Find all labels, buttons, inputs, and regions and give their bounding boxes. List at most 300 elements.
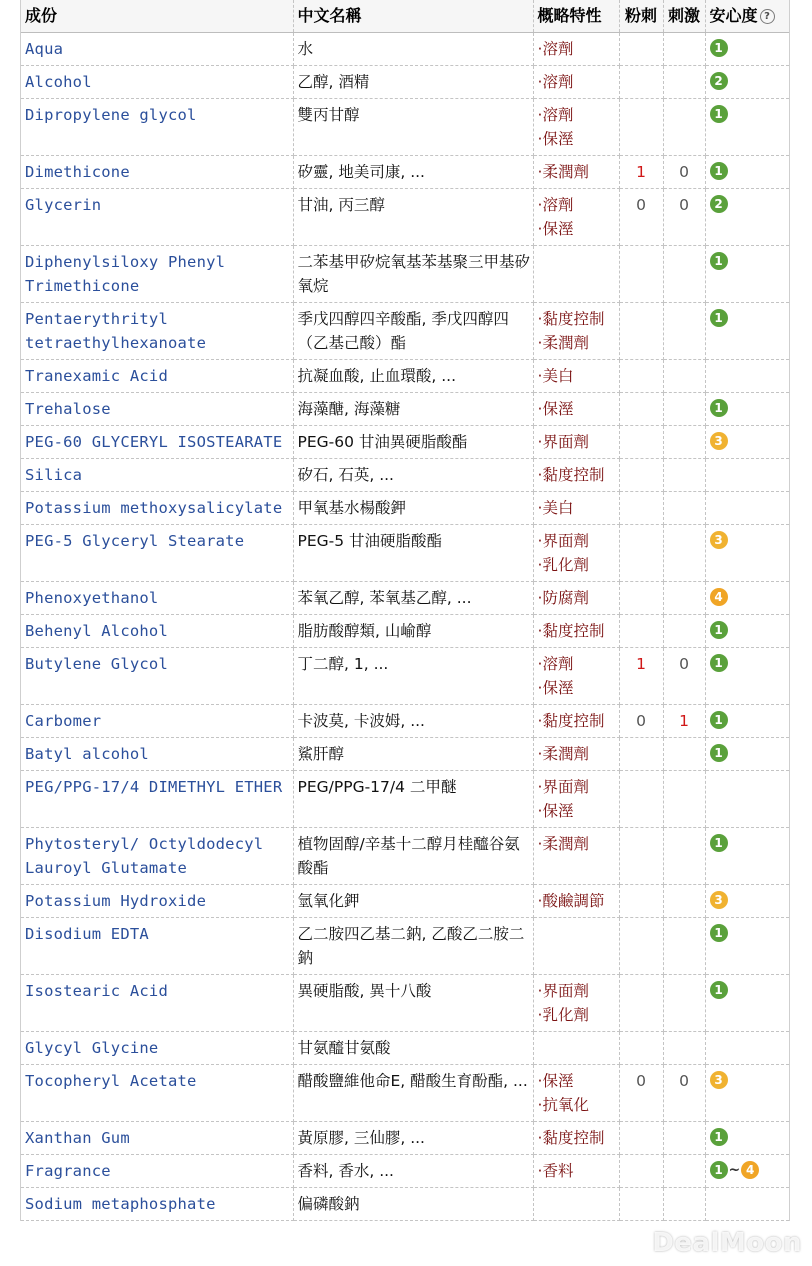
irritant-cell — [663, 426, 705, 459]
safety-badge-icon: 1 — [710, 924, 728, 942]
safety-cell — [705, 156, 789, 189]
function-tag: · 溶劑 — [538, 193, 619, 217]
safety-cell — [705, 426, 789, 459]
ingredient-cell — [21, 705, 293, 738]
acne-cell — [619, 156, 663, 189]
table-row — [21, 99, 789, 156]
ingredient-link[interactable]: PEG/PPG-17/4 DIMETHYL ETHER — [25, 778, 283, 796]
ingredient-cell — [21, 1188, 293, 1221]
ingredient-cell — [21, 1065, 293, 1122]
ingredient-link[interactable]: Sodium metaphosphate — [25, 1195, 216, 1213]
help-icon[interactable]: ? — [760, 9, 775, 24]
table-row — [21, 771, 789, 828]
table-row — [21, 1065, 789, 1122]
irritant-cell — [663, 33, 705, 66]
safety-badge-icon: 1 — [710, 399, 728, 417]
ingredient-link[interactable]: Carbomer — [25, 712, 102, 730]
ingredient-cell — [21, 582, 293, 615]
safety-badge-icon: 1 — [710, 981, 728, 999]
function-cell — [533, 975, 619, 1032]
safety-badge-icon: 3 — [710, 891, 728, 909]
chinese-name-cell: 抗凝血酸, 止血環酸, ... — [293, 360, 533, 393]
ingredient-link[interactable]: Glycerin — [25, 196, 102, 214]
table-row — [21, 426, 789, 459]
function-tag: · 黏度控制 — [538, 709, 619, 733]
irritant-cell — [663, 828, 705, 885]
chinese-name-cell: 甘氨醯甘氨酸 — [293, 1032, 533, 1065]
safety-cell — [705, 66, 789, 99]
safety-cell — [705, 1122, 789, 1155]
function-cell — [533, 303, 619, 360]
irritant-value: 0 — [679, 163, 689, 181]
ingredient-link[interactable]: Pentaerythrityl tetraethylhexanoate — [25, 310, 207, 352]
function-tag: · 界面劑 — [538, 775, 619, 799]
acne-cell — [619, 828, 663, 885]
safety-badge-icon: 1 — [710, 834, 728, 852]
irritant-cell — [663, 66, 705, 99]
acne-cell — [619, 975, 663, 1032]
function-cell — [533, 525, 619, 582]
ingredient-link[interactable]: Fragrance — [25, 1162, 111, 1180]
chinese-name-cell: 脂肪酸醇類, 山崳醇 — [293, 615, 533, 648]
table-row — [21, 1122, 789, 1155]
chinese-name-cell: 鯊肝醇 — [293, 738, 533, 771]
irritant-cell — [663, 360, 705, 393]
ingredient-cell — [21, 33, 293, 66]
chinese-name-cell: 乙醇, 酒精 — [293, 66, 533, 99]
safety-badge-icon: 1 — [710, 39, 728, 57]
function-tag: · 保溼 — [538, 1069, 619, 1093]
function-cell — [533, 1032, 619, 1065]
table-row — [21, 975, 789, 1032]
function-cell — [533, 156, 619, 189]
safety-cell — [705, 459, 789, 492]
ingredient-cell — [21, 492, 293, 525]
safety-cell — [705, 393, 789, 426]
ingredient-cell — [21, 738, 293, 771]
acne-cell — [619, 360, 663, 393]
function-tag: · 柔潤劑 — [538, 160, 619, 184]
safety-cell — [705, 360, 789, 393]
chinese-name-cell: PEG-60 甘油異硬脂酸酯 — [293, 426, 533, 459]
acne-cell — [619, 1155, 663, 1188]
safety-badge-icon: 3 — [710, 531, 728, 549]
function-tag: · 界面劑 — [538, 430, 619, 454]
function-tag: · 乳化劑 — [538, 553, 619, 577]
acne-cell — [619, 393, 663, 426]
chinese-name-cell: 黃原膠, 三仙膠, ... — [293, 1122, 533, 1155]
range-separator: ~ — [728, 1162, 741, 1178]
acne-cell — [619, 99, 663, 156]
safety-badge-icon: 1 — [710, 105, 728, 123]
ingredient-cell — [21, 393, 293, 426]
acne-cell — [619, 1065, 663, 1122]
function-tag: · 抗氧化 — [538, 1093, 619, 1117]
function-cell — [533, 426, 619, 459]
acne-cell — [619, 33, 663, 66]
table-row — [21, 582, 789, 615]
safety-badge-icon: 1 — [710, 252, 728, 270]
ingredient-cell — [21, 99, 293, 156]
acne-cell — [619, 303, 663, 360]
chinese-name-cell: 醋酸鹽維他命E, 醋酸生育酚酯, ... — [293, 1065, 533, 1122]
safety-cell — [705, 1065, 789, 1122]
function-cell — [533, 1065, 619, 1122]
function-tag: · 黏度控制 — [538, 1126, 619, 1150]
irritant-cell — [663, 648, 705, 705]
function-tag: · 柔潤劑 — [538, 331, 619, 355]
safety-badge-icon: 1 — [710, 744, 728, 762]
chinese-name-cell: 卡波莫, 卡波姆, ... — [293, 705, 533, 738]
table-row — [21, 189, 789, 246]
table-row — [21, 1188, 789, 1221]
function-cell — [533, 492, 619, 525]
function-cell — [533, 738, 619, 771]
safety-badge-icon: 1 — [710, 621, 728, 639]
irritant-value: 0 — [679, 1072, 689, 1090]
function-cell — [533, 393, 619, 426]
chinese-name-cell: 雙丙甘醇 — [293, 99, 533, 156]
chinese-name-cell: 異硬脂酸, 異十八酸 — [293, 975, 533, 1032]
function-tag: · 保溼 — [538, 799, 619, 823]
function-cell — [533, 66, 619, 99]
function-tag: · 美白 — [538, 496, 619, 520]
function-cell — [533, 648, 619, 705]
ingredient-link[interactable]: Phenoxyethanol — [25, 589, 159, 607]
acne-cell — [619, 492, 663, 525]
function-cell — [533, 1155, 619, 1188]
ingredient-link[interactable]: Behenyl Alcohol — [25, 622, 168, 640]
acne-cell — [619, 1032, 663, 1065]
safety-cell — [705, 303, 789, 360]
irritant-cell — [663, 615, 705, 648]
acne-cell — [619, 918, 663, 975]
header-acne: 粉刺 — [619, 0, 663, 33]
function-tag: · 溶劑 — [538, 37, 619, 61]
safety-badge-icon: 1 — [710, 654, 728, 672]
table-row — [21, 615, 789, 648]
irritant-cell — [663, 885, 705, 918]
ingredient-cell — [21, 1122, 293, 1155]
header-ingredient: 成份 — [21, 0, 293, 33]
function-cell — [533, 246, 619, 303]
ingredient-link[interactable]: Dimethicone — [25, 163, 130, 181]
acne-cell — [619, 771, 663, 828]
function-tag: · 黏度控制 — [538, 307, 619, 331]
function-tag: · 防腐劑 — [538, 586, 619, 610]
function-tag: · 保溼 — [538, 676, 619, 700]
ingredient-link[interactable]: Glycyl Glycine — [25, 1039, 159, 1057]
function-cell — [533, 828, 619, 885]
ingredient-link[interactable]: Alcohol — [25, 73, 92, 91]
table-row — [21, 66, 789, 99]
ingredient-link[interactable]: Silica — [25, 466, 83, 484]
safety-cell — [705, 828, 789, 885]
table-row — [21, 918, 789, 975]
ingredient-link[interactable]: Dipropylene glycol — [25, 106, 197, 124]
ingredient-link[interactable]: Butylene Glycol — [25, 655, 168, 673]
ingredient-link[interactable]: Potassium Hydroxide — [25, 892, 207, 910]
irritant-cell — [663, 1032, 705, 1065]
function-tag: · 黏度控制 — [538, 463, 619, 487]
acne-cell — [619, 705, 663, 738]
ingredient-link[interactable]: Aqua — [25, 40, 64, 58]
acne-cell — [619, 582, 663, 615]
safety-cell — [705, 648, 789, 705]
chinese-name-cell: PEG-5 甘油硬脂酸酯 — [293, 525, 533, 582]
table-row — [21, 246, 789, 303]
function-tag: · 香料 — [538, 1159, 619, 1183]
function-tag: · 柔潤劑 — [538, 832, 619, 856]
acne-cell — [619, 426, 663, 459]
chinese-name-cell: 海藻醣, 海藻糖 — [293, 393, 533, 426]
ingredient-cell — [21, 975, 293, 1032]
irritant-cell — [663, 738, 705, 771]
safety-cell — [705, 615, 789, 648]
safety-badge-icon: 1 — [710, 309, 728, 327]
function-cell — [533, 582, 619, 615]
chinese-name-cell: 氫氧化鉀 — [293, 885, 533, 918]
header-safety-label: 安心度 — [709, 6, 758, 25]
irritant-cell — [663, 459, 705, 492]
function-cell — [533, 1188, 619, 1221]
ingredient-cell — [21, 1032, 293, 1065]
acne-cell — [619, 459, 663, 492]
safety-cell — [705, 1188, 789, 1221]
ingredient-link[interactable]: Xanthan Gum — [25, 1129, 130, 1147]
chinese-name-cell: 苯氧乙醇, 苯氧基乙醇, ... — [293, 582, 533, 615]
irritant-value: 0 — [679, 655, 689, 673]
ingredient-link[interactable]: Isostearic Acid — [25, 982, 168, 1000]
irritant-cell — [663, 156, 705, 189]
safety-cell — [705, 525, 789, 582]
header-irritant: 刺激 — [663, 0, 705, 33]
safety-badge-icon: 1 — [710, 711, 728, 729]
function-tag: · 酸鹼調節 — [538, 889, 619, 913]
table-row — [21, 525, 789, 582]
safety-badge-icon: 4 — [710, 588, 728, 606]
irritant-value: 0 — [679, 196, 689, 214]
safety-cell — [705, 975, 789, 1032]
function-tag: · 溶劑 — [538, 70, 619, 94]
chinese-name-cell: 偏磷酸鈉 — [293, 1188, 533, 1221]
function-tag: · 界面劑 — [538, 979, 619, 1003]
function-tag: · 保溼 — [538, 397, 619, 421]
function-cell — [533, 918, 619, 975]
acne-value: 0 — [636, 196, 646, 214]
chinese-name-cell: 丁二醇, 1, ... — [293, 648, 533, 705]
chinese-name-cell: PEG/PPG-17/4 二甲醚 — [293, 771, 533, 828]
ingredient-link[interactable]: Diphenylsiloxy Phenyl Trimethicone — [25, 253, 226, 295]
safety-badge-icon: 3 — [710, 1071, 728, 1089]
function-cell — [533, 189, 619, 246]
acne-cell — [619, 525, 663, 582]
function-cell — [533, 459, 619, 492]
function-tag: · 保溼 — [538, 127, 619, 151]
table-header-row — [21, 0, 789, 33]
irritant-cell — [663, 771, 705, 828]
irritant-cell — [663, 492, 705, 525]
safety-badge-icon: 2 — [710, 72, 728, 90]
ingredient-cell — [21, 426, 293, 459]
table-row — [21, 459, 789, 492]
ingredient-link[interactable]: Tocopheryl Acetate — [25, 1072, 197, 1090]
chinese-name-cell: 甲氧基水楊酸鉀 — [293, 492, 533, 525]
chinese-name-cell: 乙二胺四乙基二鈉, 乙酸乙二胺二鈉 — [293, 918, 533, 975]
table-row — [21, 393, 789, 426]
acne-value: 0 — [636, 1072, 646, 1090]
irritant-cell — [663, 393, 705, 426]
acne-value: 1 — [636, 655, 646, 673]
table-row — [21, 885, 789, 918]
ingredient-cell — [21, 189, 293, 246]
ingredient-link[interactable]: Tranexamic Acid — [25, 367, 168, 385]
ingredient-cell — [21, 828, 293, 885]
safety-badge-icon: 1 — [710, 1128, 728, 1146]
header-safety — [705, 0, 789, 33]
function-tag: · 溶劑 — [538, 103, 619, 127]
table-body — [21, 33, 789, 1221]
irritant-cell — [663, 1188, 705, 1221]
safety-badge-icon: 1 — [710, 162, 728, 180]
function-cell — [533, 1122, 619, 1155]
irritant-cell — [663, 1155, 705, 1188]
function-tag: · 保溼 — [538, 217, 619, 241]
irritant-cell — [663, 582, 705, 615]
table-row — [21, 1155, 789, 1188]
acne-cell — [619, 189, 663, 246]
table-row — [21, 738, 789, 771]
chinese-name-cell: 植物固醇/辛基十二醇月桂醯谷氨酸酯 — [293, 828, 533, 885]
chinese-name-cell: 水 — [293, 33, 533, 66]
table-row — [21, 648, 789, 705]
irritant-cell — [663, 246, 705, 303]
irritant-value: 1 — [679, 712, 689, 730]
irritant-cell — [663, 1065, 705, 1122]
irritant-cell — [663, 99, 705, 156]
acne-cell — [619, 1188, 663, 1221]
ingredient-link[interactable]: Potassium methoxysalicylate — [25, 499, 283, 517]
ingredient-cell — [21, 1155, 293, 1188]
safety-cell — [705, 246, 789, 303]
function-cell — [533, 705, 619, 738]
ingredient-link[interactable]: PEG-60 GLYCERYL ISOSTEARATE — [25, 433, 283, 451]
ingredient-cell — [21, 303, 293, 360]
ingredient-link[interactable]: Batyl alcohol — [25, 745, 149, 763]
function-cell — [533, 615, 619, 648]
safety-cell — [705, 33, 789, 66]
ingredient-table-wrapper — [20, 0, 790, 1221]
safety-cell — [705, 189, 789, 246]
safety-badge-icon: 4 — [741, 1161, 759, 1179]
safety-cell — [705, 1155, 789, 1188]
safety-cell — [705, 492, 789, 525]
acne-cell — [619, 246, 663, 303]
acne-value: 1 — [636, 163, 646, 181]
function-cell — [533, 33, 619, 66]
ingredient-cell — [21, 525, 293, 582]
function-cell — [533, 885, 619, 918]
ingredient-cell — [21, 66, 293, 99]
ingredient-cell — [21, 615, 293, 648]
chinese-name-cell: 二苯基甲矽烷氧基苯基聚三甲基矽氧烷 — [293, 246, 533, 303]
ingredient-cell — [21, 459, 293, 492]
function-cell — [533, 771, 619, 828]
ingredient-link[interactable]: Disodium EDTA — [25, 925, 149, 943]
ingredient-cell — [21, 885, 293, 918]
ingredient-cell — [21, 771, 293, 828]
table-row — [21, 303, 789, 360]
function-tag: · 黏度控制 — [538, 619, 619, 643]
irritant-cell — [663, 525, 705, 582]
safety-cell — [705, 582, 789, 615]
function-cell — [533, 99, 619, 156]
table-row — [21, 492, 789, 525]
function-tag: · 美白 — [538, 364, 619, 388]
safety-cell — [705, 771, 789, 828]
safety-cell — [705, 738, 789, 771]
safety-badge-icon: 2 — [710, 195, 728, 213]
safety-cell — [705, 885, 789, 918]
irritant-cell — [663, 705, 705, 738]
table-row — [21, 33, 789, 66]
chinese-name-cell: 季戊四醇四辛酸酯, 季戊四醇四（乙基己酸）酯 — [293, 303, 533, 360]
safety-cell — [705, 99, 789, 156]
chinese-name-cell: 甘油, 丙三醇 — [293, 189, 533, 246]
header-chinese-name: 中文名稱 — [293, 0, 533, 33]
safety-cell — [705, 705, 789, 738]
function-tag: · 界面劑 — [538, 529, 619, 553]
function-cell — [533, 360, 619, 393]
function-tag: · 柔潤劑 — [538, 742, 619, 766]
safety-cell — [705, 918, 789, 975]
chinese-name-cell: 香料, 香水, ... — [293, 1155, 533, 1188]
safety-cell — [705, 1032, 789, 1065]
ingredient-table — [21, 0, 789, 1221]
ingredient-link[interactable]: Phytosteryl/ Octyldodecyl Lauroyl Glutamate — [25, 835, 264, 877]
safety-badge-icon: 3 — [710, 432, 728, 450]
acne-cell — [619, 885, 663, 918]
safety-badge-icon: 1 — [710, 1161, 728, 1179]
irritant-cell — [663, 1122, 705, 1155]
ingredient-cell — [21, 918, 293, 975]
ingredient-link[interactable]: PEG-5 Glyceryl Stearate — [25, 532, 245, 550]
table-row — [21, 828, 789, 885]
acne-cell — [619, 1122, 663, 1155]
acne-cell — [619, 738, 663, 771]
ingredient-cell — [21, 360, 293, 393]
table-row — [21, 156, 789, 189]
table-row — [21, 360, 789, 393]
irritant-cell — [663, 303, 705, 360]
ingredient-link[interactable]: Trehalose — [25, 400, 111, 418]
header-function: 概略特性 — [533, 0, 619, 33]
irritant-cell — [663, 918, 705, 975]
ingredient-cell — [21, 246, 293, 303]
table-row — [21, 1032, 789, 1065]
watermark: DealMoon — [652, 1228, 802, 1258]
acne-cell — [619, 648, 663, 705]
acne-cell — [619, 615, 663, 648]
table-row — [21, 705, 789, 738]
acne-cell — [619, 66, 663, 99]
chinese-name-cell: 矽石, 石英, ... — [293, 459, 533, 492]
irritant-cell — [663, 975, 705, 1032]
function-tag: · 溶劑 — [538, 652, 619, 676]
irritant-cell — [663, 189, 705, 246]
function-tag: · 乳化劑 — [538, 1003, 619, 1027]
ingredient-cell — [21, 156, 293, 189]
